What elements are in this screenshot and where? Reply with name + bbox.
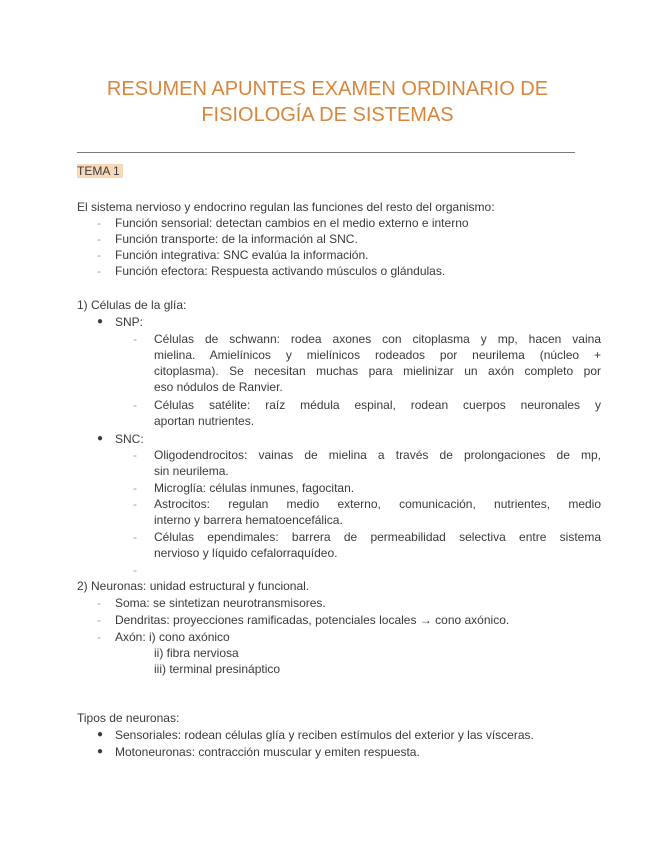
- title-line-2: FISIOLOGÍA DE SISTEMAS: [201, 104, 454, 126]
- dash-bullet: -: [97, 248, 101, 262]
- list-item: Función sensorial: detectan cambios en el medio externo e interno: [115, 216, 469, 230]
- bullet-dot-icon: ●: [97, 433, 104, 444]
- neuronas-heading: 2) Neuronas: unidad estructural y funcional.: [77, 579, 310, 593]
- title-line-1: RESUMEN APUNTES EXAMEN ORDINARIO DE: [106, 78, 549, 100]
- list-item: Soma: se sintetizan neurotransmisores.: [115, 596, 326, 610]
- list-item: Microglía: células inmunes, fagocitan.: [154, 481, 355, 495]
- list-item: Sensoriales: rodean células glía y reciben estímulos del exterior y las vísceras.: [115, 728, 534, 742]
- title-divider: [77, 152, 575, 153]
- list-item-continuation: aportan nutrientes.: [154, 414, 255, 428]
- list-item-continuation: sin neurilema.: [154, 464, 229, 478]
- glia-heading: 1) Células de la glía:: [77, 298, 187, 312]
- dash-bullet: -: [97, 613, 101, 627]
- dash-bullet: -: [97, 596, 101, 610]
- dash-bullet-empty: -: [133, 563, 137, 577]
- dash-bullet: -: [133, 481, 137, 495]
- axon-subitem: iii) terminal presináptico: [154, 662, 281, 676]
- dash-bullet: -: [97, 232, 101, 246]
- list-item: Función transporte: de la información al SNC.: [115, 232, 358, 246]
- list-item-continuation: citoplasma). Se necesitan muchas para mielinizar un axón completo por: [154, 364, 601, 378]
- dash-bullet: -: [133, 497, 137, 511]
- list-item-continuation: eso nódulos de Ranvier.: [154, 380, 283, 394]
- dash-bullet: -: [133, 530, 137, 544]
- snc-label: SNC:: [115, 432, 144, 446]
- tema-label: TEMA 1: [77, 164, 123, 178]
- intro-paragraph: El sistema nervioso y endocrino regulan las funciones del resto del organismo:: [77, 200, 495, 214]
- list-item: Función efectora: Respuesta activando músculos o glándulas.: [115, 264, 446, 278]
- dash-bullet: -: [133, 332, 137, 346]
- dash-bullet: -: [133, 398, 137, 412]
- list-item-continuation: mielina. Amielínicos y mielínicos rodeados por neurilema (núcleo +: [154, 348, 601, 362]
- section-heading: [77, 163, 123, 179]
- list-item: Células ependimales: barrera de permeabilidad selectiva entre sistema: [154, 530, 601, 544]
- list-item: Función integrativa: SNC evalúa la información.: [115, 248, 369, 262]
- list-item: Motoneuronas: contracción muscular y emiten respuesta.: [115, 745, 420, 759]
- list-item: Oligodendrocitos: vainas de mielina a través de prolongaciones de mp,: [154, 448, 601, 462]
- bullet-dot-icon: ●: [97, 316, 104, 327]
- bullet-dot-icon: ●: [97, 729, 104, 740]
- bullet-dot-icon: ●: [97, 746, 104, 757]
- list-item-continuation: nervioso y líquido cefalorraquídeo.: [154, 546, 338, 560]
- list-item: Dendritas: proyecciones ramificadas, potenciales locales → cono axónico.: [115, 613, 510, 627]
- list-item: Células de schwann: rodea axones con citoplasma y mp, hacen vaina: [154, 332, 601, 346]
- dash-bullet: -: [133, 448, 137, 462]
- document-title: [40, 76, 615, 128]
- snp-label: SNP:: [115, 315, 144, 329]
- list-item: Axón: i) cono axónico: [115, 630, 230, 644]
- tipos-heading: Tipos de neuronas:: [77, 711, 180, 725]
- dash-bullet: -: [97, 216, 101, 230]
- axon-subitem: ii) fibra nerviosa: [154, 646, 239, 660]
- dash-bullet: -: [97, 264, 101, 278]
- dash-bullet: -: [97, 630, 101, 644]
- list-item: Células satélite: raíz médula espinal, rodean cuerpos neuronales y: [154, 398, 601, 412]
- list-item: Astrocitos: regulan medio externo, comunicación, nutrientes, medio: [154, 497, 601, 511]
- list-item-continuation: interno y barrera hematoencefálica.: [154, 513, 343, 527]
